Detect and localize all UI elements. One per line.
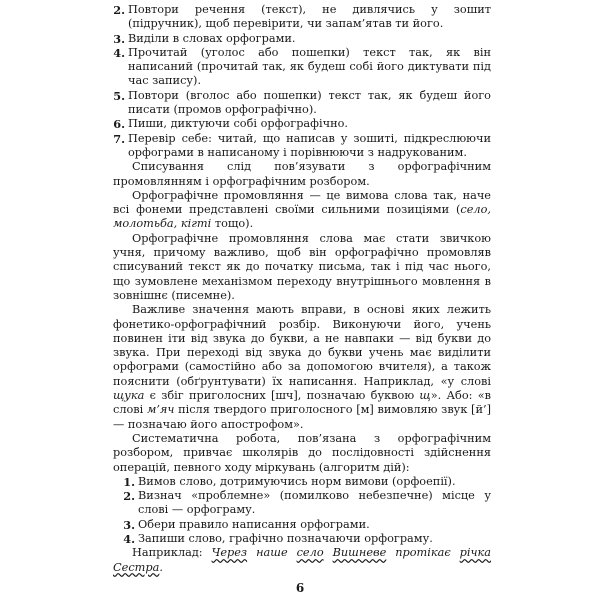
example-text	[324, 546, 333, 559]
step-number: 7.	[113, 131, 125, 146]
step-number: 2.	[113, 3, 125, 17]
step-text: Виділи в словах орфограми.	[128, 31, 296, 45]
step-number: 3.	[123, 517, 135, 532]
step-number: 5.	[113, 88, 125, 103]
step-text: Прочитай (уголос або пошепки) текст так, як він написаний (прочитай так, як будеш собі його диктувати під час запису).	[128, 45, 491, 88]
list-item	[113, 475, 491, 489]
example-word: м’яч	[146, 403, 175, 417]
step-text: Запиши слово, графічно позначаючи орфограму.	[138, 531, 433, 545]
list-item	[113, 32, 491, 46]
step-number: 6.	[113, 117, 125, 132]
list-item	[113, 518, 491, 532]
example-text: .	[159, 560, 163, 574]
example-letter: щ	[419, 389, 431, 403]
underlined-word: село	[296, 546, 324, 560]
example-label: Наприклад:	[132, 546, 212, 560]
example-text: наше	[247, 546, 297, 560]
example-words: село, молотьба, кігті	[113, 203, 491, 231]
paragraph-text: Важливе значення мають вправи, в основі яких лежить фонетико-орфографічний розбір. Виконуючи його, учень повинен іти від звука до букви, а не навпаки — від букви до звука. При переході від звука до букви учень має виділити орфограми (самостійно або за допомогою вчителя), а також пояснити (обґрунтувати) їх написання. Наприклад, «у слові	[113, 303, 491, 388]
step-number: 1.	[123, 474, 135, 489]
underlined-word: Через	[211, 546, 248, 560]
example-text: протікає	[386, 546, 460, 560]
paragraph	[113, 303, 491, 432]
list-item	[113, 532, 491, 546]
paragraph: Орфографічне промовляння слова має стати звичкою учня, причому важливо, щоб він орфографічно промовляв списуваний текст як до початку письма, так і під час нього, що зумовлене механізмом переходу внутрішнього мовлення в зовнішнє (писемне).	[113, 231, 491, 302]
page-text	[113, 3, 491, 575]
example-sentence	[113, 546, 491, 575]
step-number: 4.	[123, 531, 135, 546]
paragraph-text: є збіг приголосних [шч], позначаю буквою	[144, 389, 420, 403]
paragraph-text: Орфографічне промовляння — це вимова слова так, наче всі фонеми представлені своїми сильними позиціями (	[113, 188, 491, 217]
list-item	[113, 46, 491, 89]
paragraph-text: після твердого приголосного [м] вимовляю звук [й’] — позначаю його апострофом».	[113, 403, 491, 431]
paragraph: Списування слід пов’язувати з орфографічним промовлянням і орфографічним розбором.	[113, 160, 491, 188]
list-item	[113, 489, 491, 518]
step-text: Обери правило написання орфограми.	[138, 517, 370, 531]
paragraph: Систематична робота, пов’язана з орфографічним розбором, привчає школярів до послідовності здійснення операцій, певного ходу міркувань (алгоритм дій):	[113, 431, 491, 474]
step-text: Пиши, диктуючи собі орфографічно.	[128, 117, 349, 131]
step-number: 4.	[113, 45, 125, 60]
example-word: щука	[113, 389, 145, 403]
paragraph	[113, 189, 491, 232]
step-number: 2.	[123, 489, 135, 504]
paragraph-text: ». Або: «в слові	[113, 389, 491, 417]
step-text: Повтори речення (текст), не дивлячись у зошит (підручник), щоб перевірити, чи запам’ятав ти його.	[128, 3, 491, 31]
step-text: Вимов слово, дотримуючись норм вимови (орфоепії).	[138, 474, 456, 488]
list-item	[113, 89, 491, 118]
underlined-word: Вишневе	[332, 546, 387, 560]
page-number: 6	[295, 581, 305, 595]
step-text: Повтори (вголос або пошепки) текст так, як будеш його писати (промов орфографічно).	[128, 88, 491, 117]
list-item	[113, 132, 491, 161]
paragraph-text: тощо).	[211, 217, 254, 231]
list-item	[113, 117, 491, 131]
underlined-word: річка	[459, 546, 492, 560]
underlined-word: Сестра	[113, 560, 160, 574]
step-text: Визнач «проблемне» (помилково небезпечне) місце у слові — орфограму.	[138, 489, 491, 517]
list-item	[113, 3, 491, 32]
step-number: 3.	[113, 31, 125, 46]
step-text: Перевір себе: читай, що написав у зошиті, підкреслюючи орфограми в написаному і порівнюючи з надрукованим.	[128, 131, 491, 159]
